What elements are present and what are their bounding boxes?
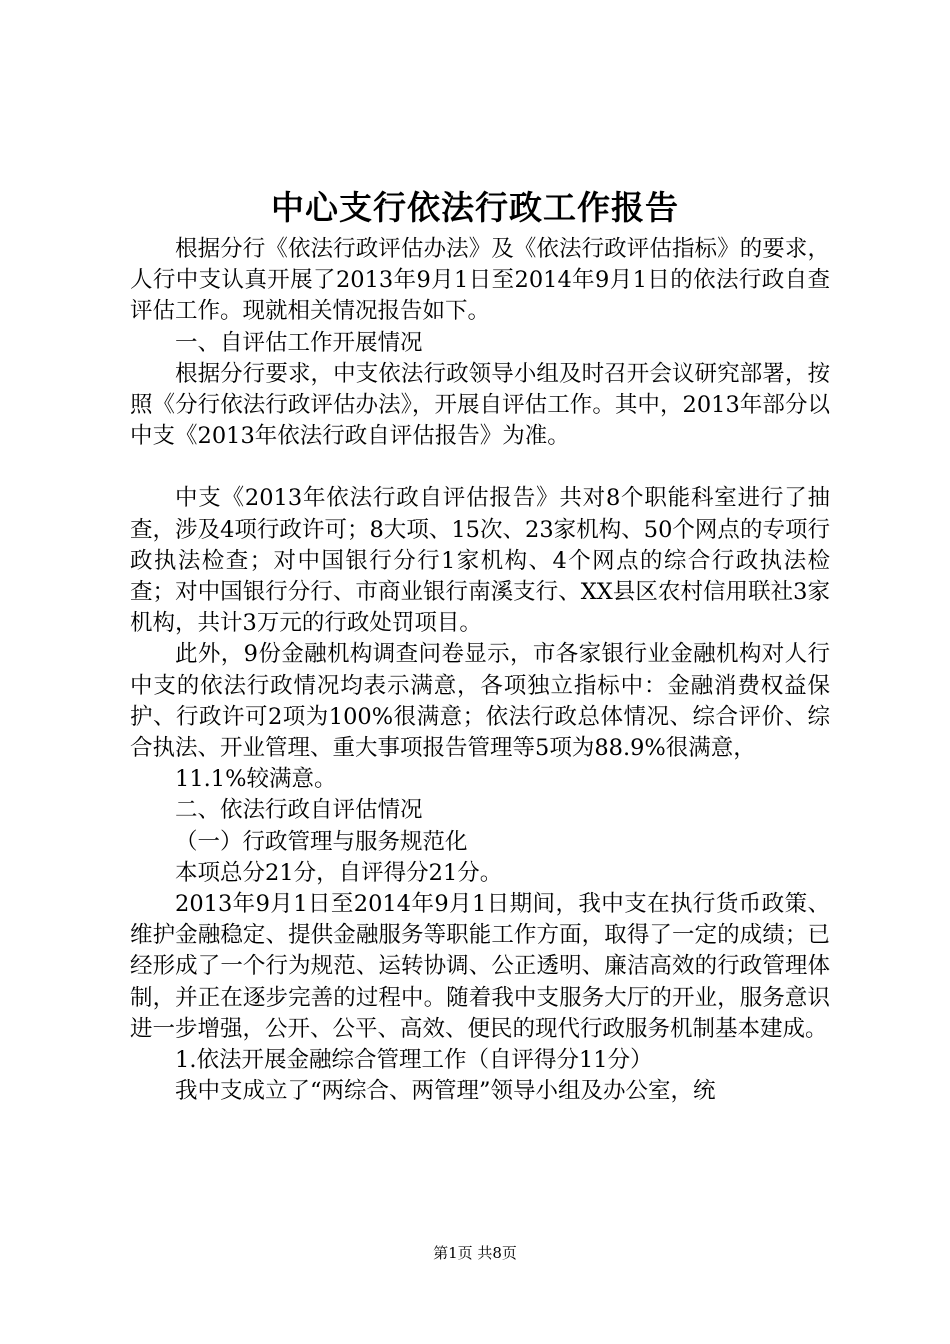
paragraph-intro: 根据分行《依法行政评估办法》及《依法行政评估指标》的要求，人行中支认真开展了2013年9月1日至2014年9月1日的依法行政自查评估工作。现就相关情况报告如下。 [130, 236, 830, 325]
document-title: 中心支行依法行政工作报告 [271, 188, 679, 227]
paragraph-survey-continued: 11.1%较满意。 [175, 766, 337, 793]
section-heading-1: 一、自评估工作开展情况 [175, 329, 423, 356]
section-heading-2: 二、依法行政自评估情况 [175, 797, 423, 824]
subsection-heading-1: （一）行政管理与服务规范化 [175, 828, 468, 855]
paragraph-leadership-group: 我中支成立了“两综合、两管理”领导小组及办公室，统 [175, 1078, 716, 1105]
paragraph-achievements: 2013年9月1日至2014年9月1日期间，我中支在执行货币政策、维护金融稳定、提供金融服务等职能工作方面，取得了一定的成绩；已经形成了一个行为规范、运转协调、公正透明、廉洁高效的行政管理体制，并正在逐步完善的过程中。随着我中支服务大厅的开业，服务意识进一步增强，公开、公平、高效、便民的现代行政服务机制基本建成。 [130, 891, 830, 1042]
item-heading-1: 1.依法开展金融综合管理工作（自评得分11分） [175, 1047, 653, 1074]
paragraph-survey-results: 此外，9份金融机构调查问卷显示，市各家银行业金融机构对人行中支的依法行政情况均表示满意，各项独立指标中：金融消费权益保护、行政许可2项为100%很满意；依法行政总体情况、综合评价、综合执法、开业管理、重大事项报告管理等5项为88.9%很满意， [130, 641, 830, 762]
paragraph-inspection-summary: 中支《2013年依法行政自评估报告》共对8个职能科室进行了抽查，涉及4项行政许可；8大项、15次、23家机构、50个网点的专项行政执法检查；对中国银行分行1家机构、4个网点的综合行政执法检查；对中国银行分行、市商业银行南溪支行、XX县区农村信用联社3家机构，共计3万元的行政处罚项目。 [130, 485, 830, 637]
paragraph-score: 本项总分21分，自评得分21分。 [175, 859, 503, 886]
paragraph-self-evaluation: 根据分行要求，中支依法行政领导小组及时召开会议研究部署，按照《分行依法行政评估办法》，开展自评估工作。其中，2013年部分以中支《2013年依法行政自评估报告》为准。 [130, 360, 830, 450]
document-body [130, 234, 830, 1107]
page-number-footer: 第1页 共8页 [433, 1244, 517, 1262]
